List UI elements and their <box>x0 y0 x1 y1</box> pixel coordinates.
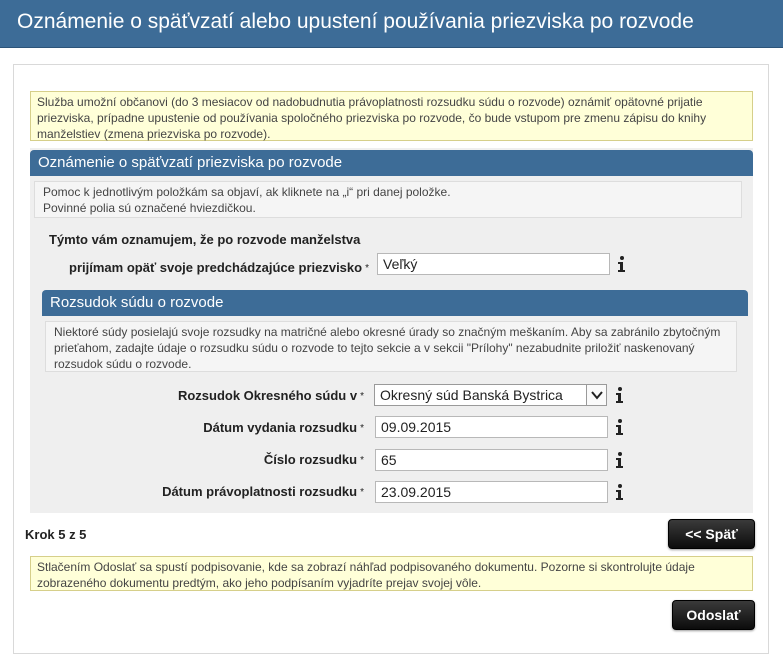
judgment-number-input[interactable]: 65 <box>375 449 608 471</box>
issue-date-label <box>203 420 364 435</box>
judgment-number-label-text: Číslo rozsudku <box>263 452 358 467</box>
section-header-announcement: Oznámenie o späťvzatí priezviska po rozvode <box>30 150 753 176</box>
final-date-label <box>162 484 364 499</box>
required-mark: * <box>360 487 364 498</box>
court-select-value: Okresný súd Banská Bystrica <box>380 387 563 403</box>
submit-note: Stlačením Odoslať sa spustí podpisovanie, kde sa zobrazí náhľad podpisovaného dokumentu. Pozorne si skontrolujte údaje zobrazeného dokumentu predtým, ako jeho podpísaním vyjadríte prejav svojej vôle. <box>30 556 753 591</box>
info-icon-court[interactable] <box>612 386 626 404</box>
info-icon-number[interactable] <box>612 451 626 469</box>
help-text-line2: Povinné polia sú označené hviezdičkou. <box>43 201 256 215</box>
court-label-text: Rozsudok Okresného súdu v <box>177 388 358 403</box>
judgment-number-label <box>264 452 364 467</box>
required-mark: * <box>360 423 364 434</box>
section-header-judgment: Rozsudok súdu o rozvode <box>42 290 748 316</box>
info-icon-final-date[interactable] <box>612 483 626 501</box>
court-label <box>178 388 364 403</box>
help-box-judgment: Niektoré súdy posielajú svoje rozsudky na matričné alebo okresné úrady so značným meškaním. Aby sa zabránilo zbytočným prieťahom, zadajte údaje o rozsudku súdu o rozvode to tejto sekcie a v sekcii "Prílohy" nezabudnite priložiť naskenovaný rozsudok súdu o rozvode. <box>45 321 737 372</box>
required-mark: * <box>360 455 364 466</box>
back-button[interactable]: << Späť <box>668 519 755 549</box>
step-indicator: Krok 5 z 5 <box>25 527 87 542</box>
page-title: Oznámenie o späťvzatí alebo upustení používania priezviska po rozvode <box>17 10 694 33</box>
issue-date-label-text: Dátum vydania rozsudku <box>203 420 358 435</box>
final-date-input[interactable]: 23.09.2015 <box>375 481 608 503</box>
chevron-down-icon[interactable] <box>586 385 606 405</box>
intro-note: Služba umožní občanovi (do 3 mesiacov od nadobudnutia právoplatnosti rozsudku súdu o rozvode) oznámiť opätovné prijatie priezviska, prípadne upustenie od používania spoločného priezviska po rozvode, čo bude vstupom pre zmenu zápisu do knihy manželstiev (zmena priezviska po rozvode). <box>30 91 753 141</box>
surname-label-text: prijímam opäť svoje predchádzajúce priezvisko <box>69 260 363 275</box>
statement-line1: Týmto vám oznamujem, že po rozvode manželstva <box>49 232 361 247</box>
send-button[interactable]: Odoslať <box>672 600 755 630</box>
info-icon-surname[interactable] <box>614 255 628 273</box>
required-mark: * <box>360 391 364 402</box>
surname-input[interactable]: Veľký <box>377 253 610 275</box>
required-mark: * <box>365 263 369 274</box>
help-box-general <box>34 181 742 218</box>
page-header <box>0 0 783 48</box>
court-select[interactable] <box>374 384 607 406</box>
surname-label <box>69 260 369 275</box>
info-icon-issue-date[interactable] <box>612 418 626 436</box>
final-date-label-text: Dátum právoplatnosti rozsudku <box>162 484 358 499</box>
issue-date-input[interactable]: 09.09.2015 <box>375 416 608 438</box>
help-text-line1: Pomoc k jednotlivým položkám sa objaví, ak kliknete na „i“ pri danej položke. <box>43 185 451 199</box>
